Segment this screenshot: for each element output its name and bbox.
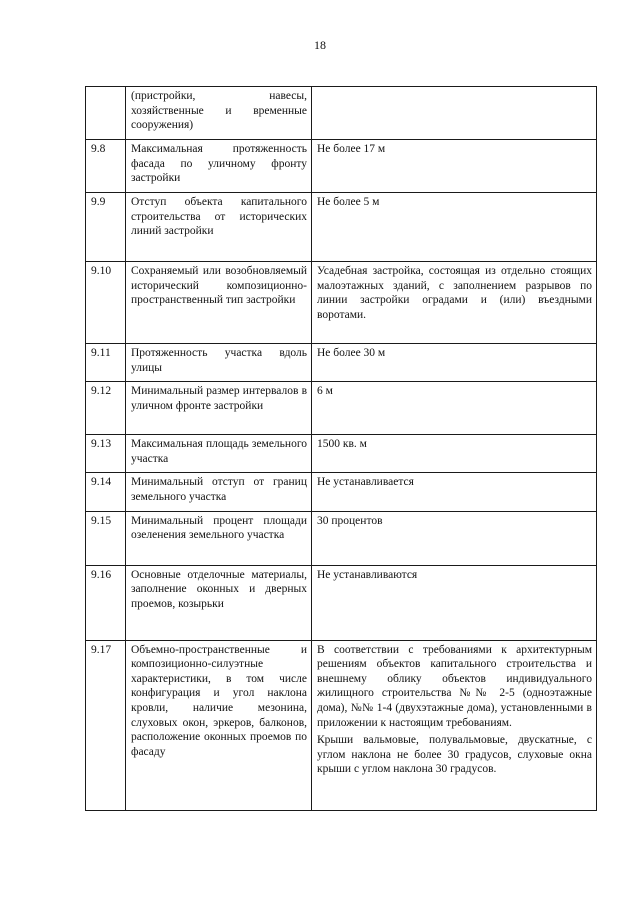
value-paragraph: Крыши вальмовые, полувальмовые, двускатные, с углом наклона не более 30 градусов, слуховые окна крыши с углом наклона 30 градусов. — [317, 734, 592, 776]
value-cell: 6 м — [312, 382, 597, 435]
table-row — [86, 87, 597, 140]
value-cell — [312, 640, 597, 810]
value-cell: Усадебная застройка, состоящая из отдельно стоящих малоэтажных зданий, с заполнением разрывов по линии застройки оградами и (или) въездными воротами. — [312, 262, 597, 344]
parameter-cell: Минимальный процент площади озеленения земельного участка — [126, 511, 312, 565]
table-row — [86, 382, 597, 435]
value-cell: 30 процентов — [312, 511, 597, 565]
table-row — [86, 435, 597, 473]
row-number: 9.8 — [86, 140, 126, 193]
row-number: 9.13 — [86, 435, 126, 473]
row-number: 9.10 — [86, 262, 126, 344]
value-cell: 1500 кв. м — [312, 435, 597, 473]
parameter-cell: Минимальный отступ от границ земельного участка — [126, 473, 312, 511]
table-row — [86, 511, 597, 565]
table-row — [86, 140, 597, 193]
requirements-table — [85, 86, 597, 811]
parameter-cell: Протяженность участка вдоль улицы — [126, 344, 312, 382]
parameter-cell: Сохраняемый или возобновляемый исторический композиционно-пространственный тип застройки — [126, 262, 312, 344]
parameter-cell: (пристройки, навесы, хозяйственные и временные сооружения) — [126, 87, 312, 140]
value-paragraph: В соответствии с требованиями к архитектурным решениям объектов капитального строительства и внешнему облику объектов индивидуального жилищного строительства №№ 2-5 (одноэтажные дома), №№ 1-4 (двухэтажные дома), установленными в приложении к настоящим требованиям. — [317, 643, 592, 729]
table-row — [86, 193, 597, 262]
parameter-cell: Отступ объекта капитального строительства от исторических линий застройки — [126, 193, 312, 262]
parameter-cell: Объемно-пространственные и композиционно-силуэтные характеристики, в том числе конфигурация и угол наклона кровли, наличие мезонина, слуховых окон, эркеров, балконов, расположение оконных проемов по фасаду — [126, 640, 312, 810]
parameter-cell: Максимальная площадь земельного участка — [126, 435, 312, 473]
page-number: 18 — [314, 38, 326, 52]
table-row — [86, 565, 597, 640]
row-number: 9.16 — [86, 565, 126, 640]
row-number: 9.9 — [86, 193, 126, 262]
row-number — [86, 87, 126, 140]
table-row — [86, 262, 597, 344]
row-number: 9.17 — [86, 640, 126, 810]
value-cell: Не более 5 м — [312, 193, 597, 262]
value-cell: Не устанавливается — [312, 473, 597, 511]
value-cell — [312, 87, 597, 140]
row-number: 9.12 — [86, 382, 126, 435]
row-number: 9.11 — [86, 344, 126, 382]
table-row — [86, 344, 597, 382]
value-cell: Не более 30 м — [312, 344, 597, 382]
parameter-cell: Минимальный размер интервалов в уличном фронте застройки — [126, 382, 312, 435]
row-number: 9.14 — [86, 473, 126, 511]
parameter-cell: Максимальная протяженность фасада по уличному фронту застройки — [126, 140, 312, 193]
table-row — [86, 473, 597, 511]
table-row — [86, 640, 597, 810]
value-cell: Не устанавливаются — [312, 565, 597, 640]
row-number: 9.15 — [86, 511, 126, 565]
value-cell: Не более 17 м — [312, 140, 597, 193]
parameter-cell: Основные отделочные материалы, заполнение оконных и дверных проемов, козырьки — [126, 565, 312, 640]
